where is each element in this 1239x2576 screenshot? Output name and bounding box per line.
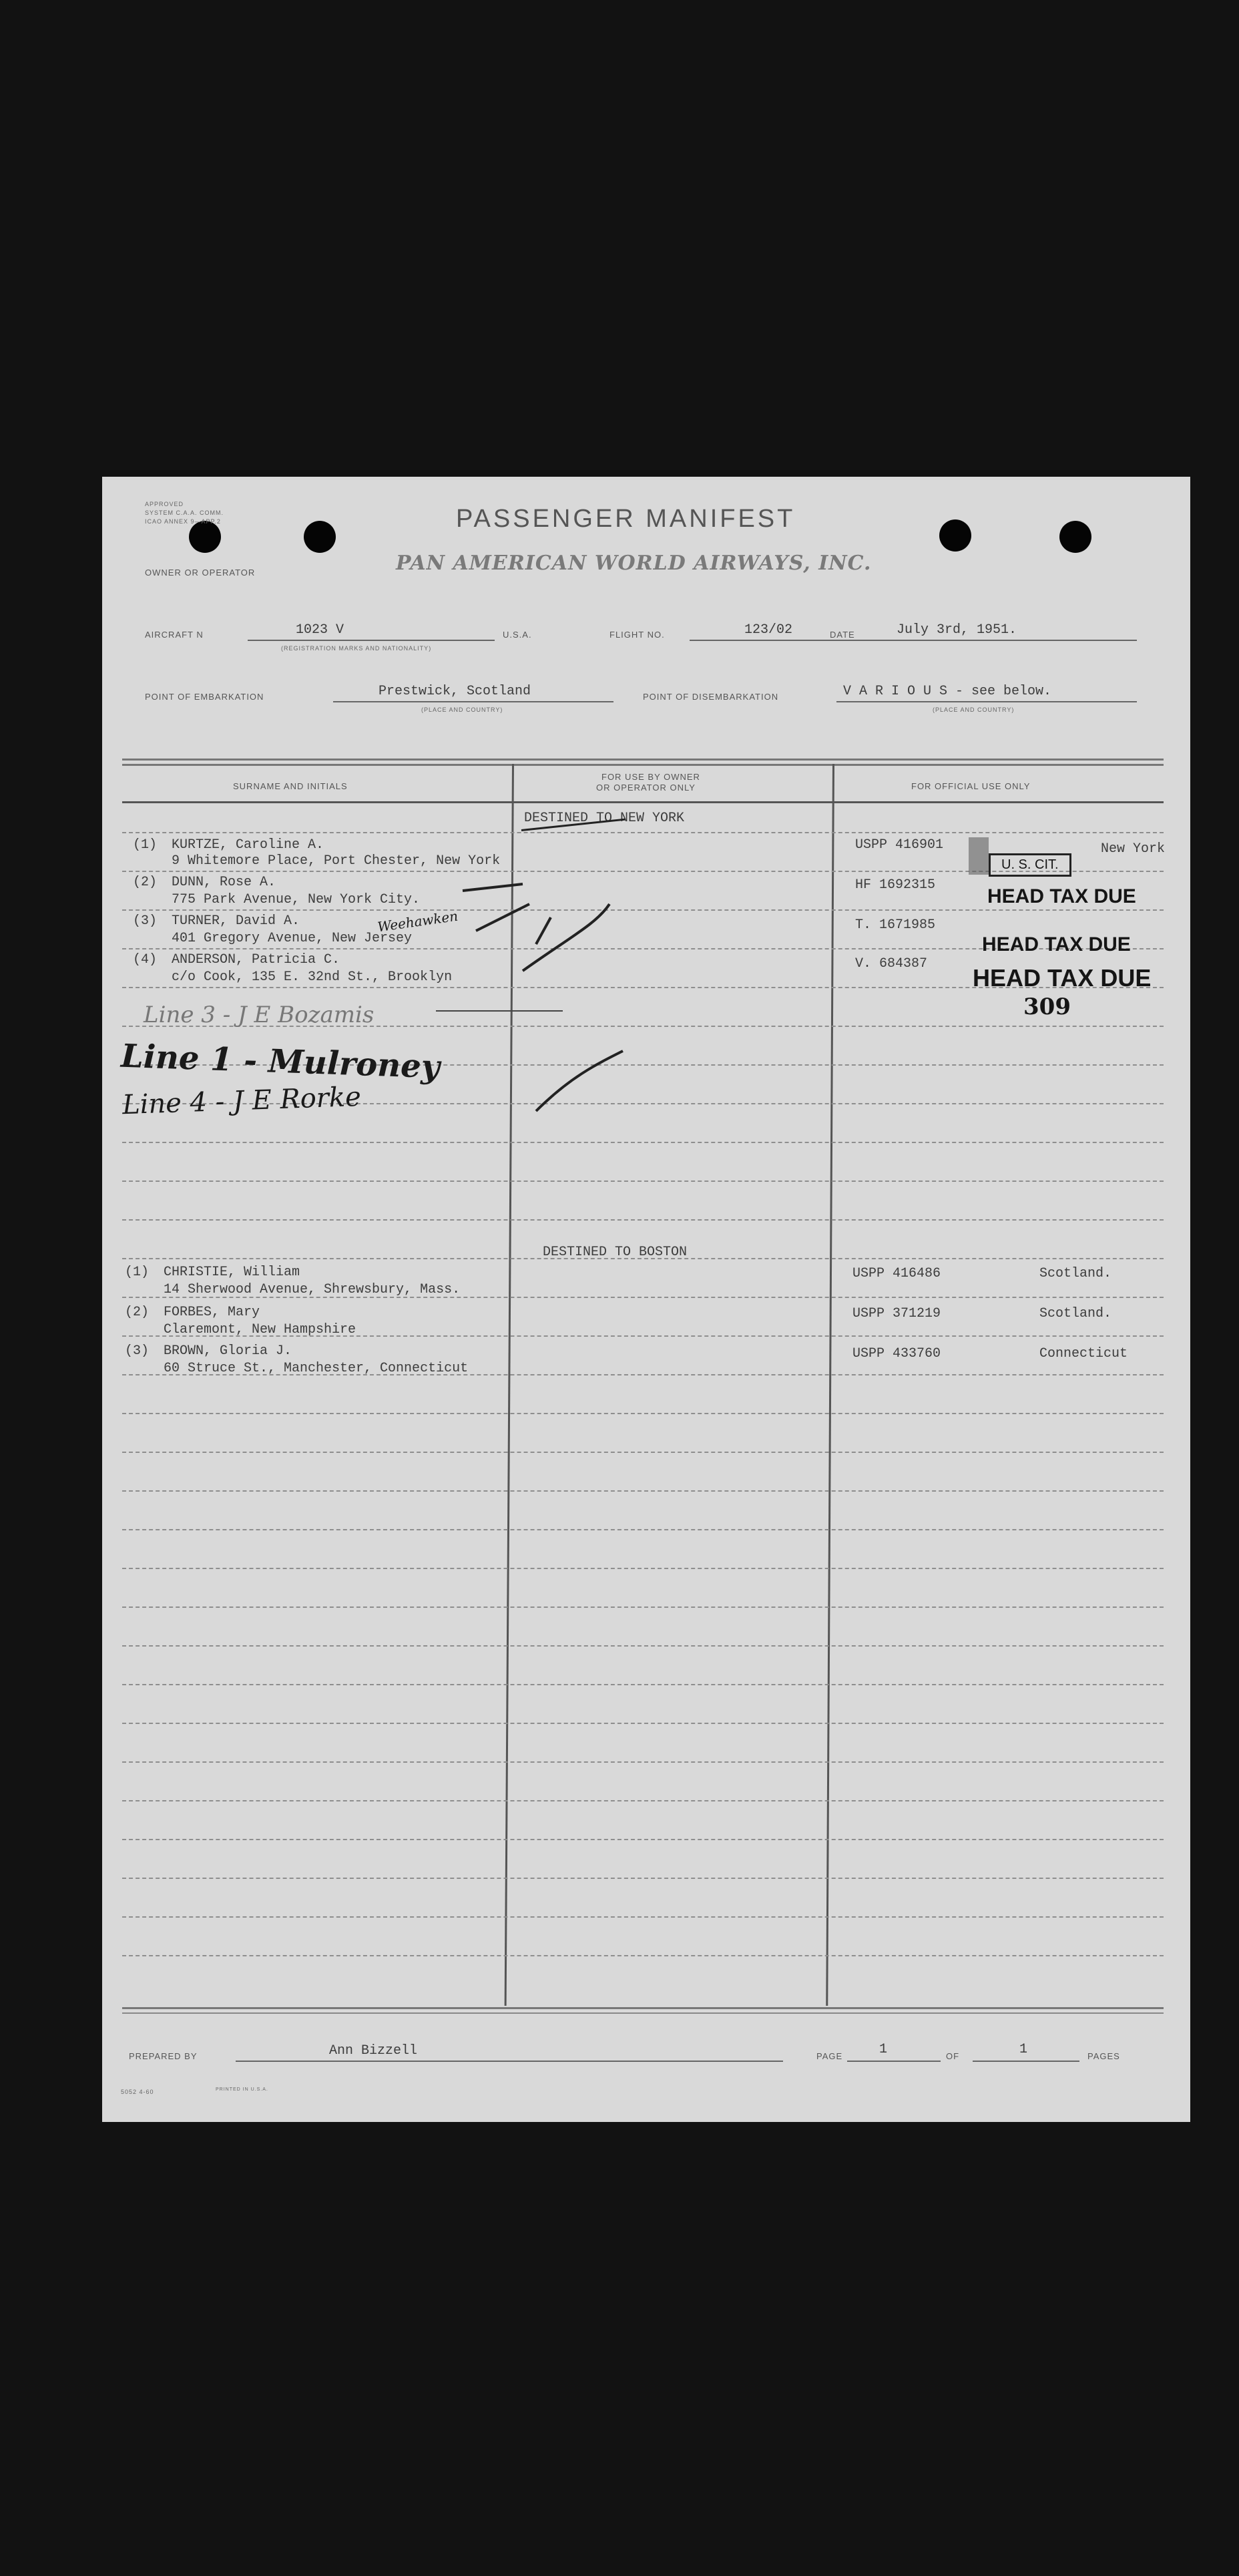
table-rule bbox=[122, 1800, 1164, 1801]
table-rule bbox=[122, 1490, 1164, 1492]
date-value: July 3rd, 1951. bbox=[897, 622, 1017, 638]
head-tax-stamp: HEAD TAX DUE bbox=[982, 933, 1131, 955]
embarkation-value: Prestwick, Scotland bbox=[379, 684, 531, 699]
column-header-owner-use: FOR USE BY OWNER bbox=[601, 772, 700, 782]
embarkation-label: POINT OF EMBARKATION bbox=[145, 692, 264, 702]
passenger-name: BROWN, Gloria J. bbox=[164, 1343, 292, 1359]
pages-label: PAGES bbox=[1087, 2051, 1120, 2061]
of-label: OF bbox=[946, 2051, 960, 2061]
passenger-address: 9 Whitemore Place, Port Chester, New York bbox=[172, 853, 501, 869]
section-heading: DESTINED TO NEW YORK bbox=[524, 811, 685, 826]
handwritten-note: Line 4 - J E Rorke bbox=[121, 1081, 362, 1121]
passport-number: USPP 433760 bbox=[852, 1346, 941, 1361]
handwritten-note: Weehawken bbox=[376, 907, 459, 935]
table-rule bbox=[122, 1684, 1164, 1685]
passenger-name: TURNER, David A. bbox=[172, 913, 300, 929]
pen-marks bbox=[102, 477, 1190, 1211]
flight-value: 123/02 bbox=[744, 622, 793, 638]
destination: Scotland. bbox=[1039, 1266, 1112, 1281]
passenger-name: FORBES, Mary bbox=[164, 1305, 260, 1320]
column-header-official: FOR OFFICIAL USE ONLY bbox=[911, 781, 1031, 791]
passport-number: V. 684387 bbox=[855, 956, 928, 972]
passport-number: USPP 416486 bbox=[852, 1266, 941, 1281]
passport-number: T. 1671985 bbox=[855, 917, 936, 933]
passport-number: HF 1692315 bbox=[855, 877, 936, 893]
approval-line: APPROVED bbox=[145, 501, 184, 507]
approval-line: SYSTEM C.A.A. COMM. bbox=[145, 509, 224, 516]
table-rule bbox=[122, 1878, 1164, 1879]
passenger-address: 775 Park Avenue, New York City. bbox=[172, 892, 421, 907]
passenger-address: c/o Cook, 135 E. 32nd St., Brooklyn bbox=[172, 970, 453, 985]
destination: New York bbox=[1101, 841, 1166, 857]
aircraft-sublabel: (REGISTRATION MARKS AND NATIONALITY) bbox=[281, 645, 432, 652]
head-tax-stamp: HEAD TAX DUE bbox=[973, 964, 1152, 992]
aircraft-label: AIRCRAFT N bbox=[145, 630, 204, 640]
prepared-by-label: PREPARED BY bbox=[129, 2051, 198, 2061]
destination: Scotland. bbox=[1039, 1306, 1112, 1321]
table-rule bbox=[122, 1761, 1164, 1763]
head-tax-stamp: HEAD TAX DUE bbox=[987, 885, 1136, 907]
page-number: 1 bbox=[879, 2042, 888, 2057]
manifest-sheet: APPROVED SYSTEM C.A.A. COMM. ICAO ANNEX 9—APP.2 PASSENGER MANIFEST PAN AMERICAN WORLD AIRWAYS, INC. OWNER OR OPERATOR AIRCRAFT N 1023 V (REGISTRATION MARKS AND NATIONALITY) U.S.A. FLIGHT NO. 123/02 DATE July 3rd, 1951. POINT OF EMBARKATION Prestwick, Scotland (PLACE AND COUNTRY) POINT OF DISEMBARKATION V A R I O U S - see below. (PLACE AND COUNTRY) SURNAME AND INITIALS FOR USE BY OWNER OR OPERATOR ONLY FOR OFFICIAL USE ONLY DESTINED TO NEW YORK (1) KURTZE, Caroline A. 9 Whitemore Place, Port Chester, New York USPP 416901 New York (2) DUNN, Rose A. 775 Park Avenue, New York City. HF 1692315 (3) TURNER, David A. 401 Gregory Avenue, New Jersey T. 1671985 (4) ANDERSON, Patricia C. c/o Cook, 135 E. 32nd St., Brooklyn V. 684387 U. S. CIT. HEAD TAX DUE HEAD TAX DUE HEAD TAX DUE 309 Weehawken Line 3 - J E Bozamis Line 1 - Mulroney Line 4 - J E Rorke DESTINED TO BOSTON (1) CHRISTIE, William 14 Sherwood Avenue, Shrewsbury, Mass. USPP 416486 Scotland. (2) FORBES, Mary Claremont, New Hampshire USPP 371219 Scotland. (3) BROWN, Gloria J. 60 Struce St., Manchester, Connecticut USPP 433760 Connecticut PREPARED BY Ann Bizzell PAGE 1 OF 1 PAGES 5052 4-60 PRINTED IN U.S.A. bbox=[102, 477, 1190, 2122]
table-rule bbox=[122, 1645, 1164, 1647]
passenger-address: 401 Gregory Avenue, New Jersey bbox=[172, 931, 413, 946]
table-rule bbox=[122, 1529, 1164, 1530]
disembarkation-value: V A R I O U S - see below. bbox=[843, 684, 1052, 699]
table-rule bbox=[122, 1839, 1164, 1840]
printer-mark: PRINTED IN U.S.A. bbox=[216, 2087, 268, 2092]
table-rule bbox=[122, 1413, 1164, 1414]
table-rule bbox=[122, 1606, 1164, 1608]
column-header-surname: SURNAME AND INITIALS bbox=[233, 781, 348, 791]
page-label: PAGE bbox=[816, 2051, 843, 2061]
usa-label: U.S.A. bbox=[503, 630, 532, 640]
aircraft-value: 1023 V bbox=[296, 622, 344, 638]
passenger-name: DUNN, Rose A. bbox=[172, 875, 276, 890]
passenger-name: CHRISTIE, William bbox=[164, 1265, 300, 1280]
flight-label: FLIGHT NO. bbox=[609, 630, 665, 640]
form-code: 5052 4-60 bbox=[121, 2089, 154, 2095]
table-rule bbox=[122, 1955, 1164, 1956]
stamp-number: 309 bbox=[1023, 994, 1071, 1020]
passenger-name: KURTZE, Caroline A. bbox=[172, 837, 324, 853]
operator-name: PAN AMERICAN WORLD AIRWAYS, INC. bbox=[396, 552, 872, 575]
passport-number: USPP 371219 bbox=[852, 1306, 941, 1321]
page-count: 1 bbox=[1019, 2042, 1028, 2057]
approval-line: ICAO ANNEX 9—APP.2 bbox=[145, 518, 221, 525]
handwritten-note: Line 3 - J E Bozamis bbox=[144, 1002, 375, 1028]
table-rule bbox=[122, 1568, 1164, 1569]
passenger-name: ANDERSON, Patricia C. bbox=[172, 952, 340, 968]
column-header-owner-use: OR OPERATOR ONLY bbox=[596, 783, 696, 793]
prepared-by-value: Ann Bizzell bbox=[329, 2043, 418, 2059]
handwritten-note: Line 1 - Mulroney bbox=[120, 1037, 441, 1086]
disembarkation-label: POINT OF DISEMBARKATION bbox=[643, 692, 779, 702]
destination: Connecticut bbox=[1039, 1346, 1128, 1361]
table-rule bbox=[122, 1452, 1164, 1453]
disembarkation-sublabel: (PLACE AND COUNTRY) bbox=[933, 706, 1015, 713]
table-rule bbox=[122, 1916, 1164, 1918]
embarkation-sublabel: (PLACE AND COUNTRY) bbox=[421, 706, 503, 713]
passenger-address: 14 Sherwood Avenue, Shrewsbury, Mass. bbox=[164, 1282, 461, 1297]
section-heading: DESTINED TO BOSTON bbox=[543, 1245, 688, 1260]
manifest-title: PASSENGER MANIFEST bbox=[456, 505, 796, 533]
us-cit-stamp: U. S. CIT. bbox=[989, 853, 1071, 877]
passport-number: USPP 416901 bbox=[855, 837, 944, 853]
passenger-address: Claremont, New Hampshire bbox=[164, 1322, 356, 1337]
date-label: DATE bbox=[830, 630, 855, 640]
owner-label: OWNER OR OPERATOR bbox=[145, 568, 256, 578]
passenger-address: 60 Struce St., Manchester, Connecticut bbox=[164, 1361, 469, 1376]
table-rule bbox=[122, 1723, 1164, 1724]
table-rule bbox=[122, 1219, 1164, 1221]
